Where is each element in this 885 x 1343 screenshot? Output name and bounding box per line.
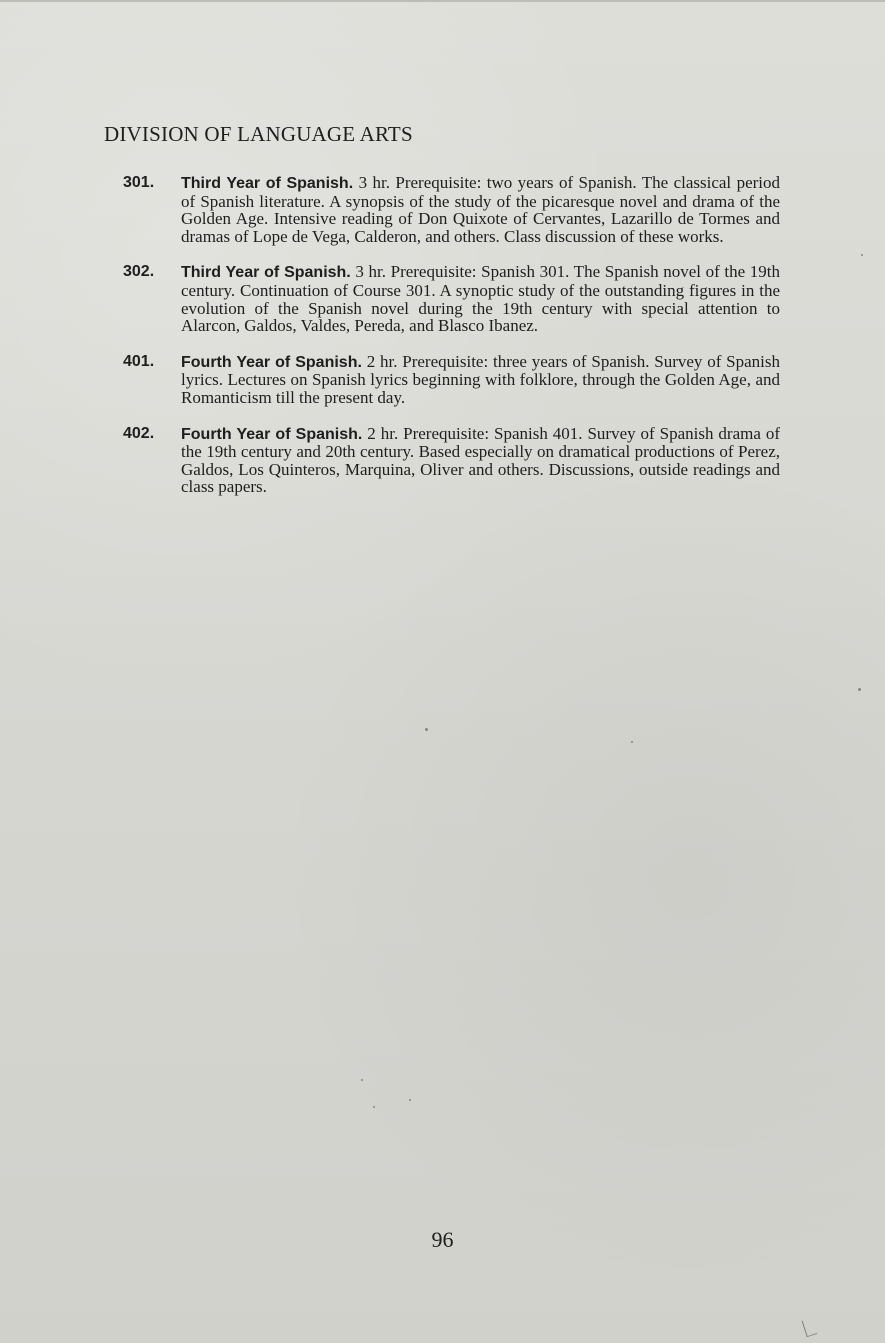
course-title: Third Year of Spanish. xyxy=(181,264,351,282)
paper-speck xyxy=(858,688,861,691)
course-description: 3 hr. Prerequisite: Spanish 301. The Spanish novel of the 19th century. Continuation of Course 301. A synoptic study of the outstanding figures in the evolution of the Spanish novel during the 19th century with special attention to Alarcon, Galdos, Valdes, Pereda, and Blasco Ibanez. xyxy=(181,262,780,336)
course-description: 2 hr. Prerequisite: Spanish 401. Survey of Spanish drama of the 19th century and 20th century. Based especially on dramatical productions of Perez, Galdos, Los Quinteros, Marquina, Oliver and others. Discussions, outside readings and class papers. xyxy=(181,423,781,497)
course-number: 302. xyxy=(123,263,155,281)
course-list xyxy=(123,174,780,514)
paper-speck xyxy=(361,1079,363,1081)
course-entry-401 xyxy=(123,353,780,407)
paper-speck xyxy=(425,728,428,731)
course-number: 401. xyxy=(123,352,155,370)
course-description: 3 hr. Prerequisite: two years of Spanish. The classical period of Spanish literature. A synopsis of the study of the picaresque novel and drama of the Golden Age. Intensive reading of Don Quixote of Cervantes, Lazarillo de Tormes and dramas of Lope de Vega, Calderon, and others. Class discussion of these works. xyxy=(181,173,781,246)
paper-speck xyxy=(631,741,633,743)
paper-speck xyxy=(409,1099,411,1101)
paper-speck xyxy=(861,254,863,256)
course-entry-301 xyxy=(123,174,780,245)
course-entry-302 xyxy=(123,263,780,334)
paper-speck xyxy=(373,1106,375,1108)
corner-pencil-mark xyxy=(802,1318,818,1338)
course-title: Third Year of Spanish. xyxy=(181,175,354,192)
course-entry-402 xyxy=(123,425,780,496)
course-number: 402. xyxy=(123,424,155,442)
division-heading: DIVISION OF LANGUAGE ARTS xyxy=(104,122,413,146)
course-title: Fourth Year of Spanish. xyxy=(181,353,362,371)
course-description: 2 hr. Prerequisite: three years of Spanish. Survey of Spanish lyrics. Lectures on Spanish lyrics beginning with folklore, through the Golden Age, and Romanticism till the present day. xyxy=(181,351,780,407)
page-edge xyxy=(0,0,885,2)
course-number: 301. xyxy=(123,174,155,191)
course-title: Fourth Year of Spanish. xyxy=(181,425,363,443)
page-number: 96 xyxy=(431,1227,454,1252)
